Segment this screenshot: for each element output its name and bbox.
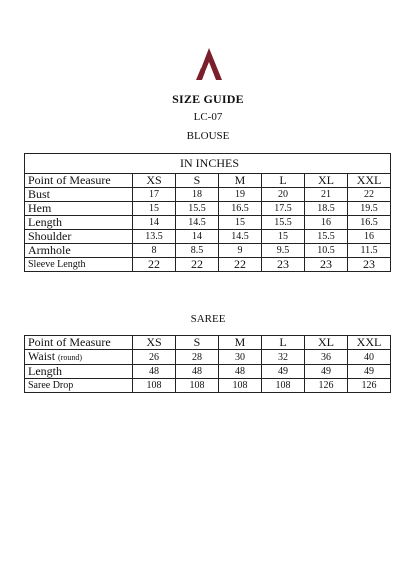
table-cell: 13.5 (133, 230, 176, 244)
blouse-header-row (25, 174, 391, 188)
row-label: Length (25, 216, 133, 230)
table-cell: 16.5 (219, 202, 262, 216)
column-header: Point of Measure (25, 174, 133, 188)
column-header: M (219, 336, 262, 350)
table-cell: 8.5 (176, 244, 219, 258)
column-header: XXL (348, 174, 391, 188)
table-cell: 49 (305, 365, 348, 379)
table-cell: 22 (219, 258, 262, 272)
table-cell: 20 (262, 188, 305, 202)
column-header: S (176, 336, 219, 350)
table-cell: 19.5 (348, 202, 391, 216)
table-cell: 108 (219, 379, 262, 393)
column-header: L (262, 174, 305, 188)
table-cell: 15.5 (176, 202, 219, 216)
table-cell: 10.5 (305, 244, 348, 258)
table-cell: 16.5 (348, 216, 391, 230)
column-header: XL (305, 174, 348, 188)
column-header: XS (133, 174, 176, 188)
row-label: Length (25, 365, 133, 379)
table-cell: 15 (262, 230, 305, 244)
table-cell: 14.5 (219, 230, 262, 244)
table-cell: 18.5 (305, 202, 348, 216)
table-cell: 48 (176, 365, 219, 379)
table-row (25, 244, 391, 258)
row-label: Bust (25, 188, 133, 202)
table-cell: 16 (305, 216, 348, 230)
table-cell: 17 (133, 188, 176, 202)
table-cell: 108 (133, 379, 176, 393)
table-row (25, 230, 391, 244)
row-label (25, 350, 133, 365)
saree-size-table (24, 335, 391, 393)
row-label-note: (round) (58, 353, 83, 362)
table-cell: 11.5 (348, 244, 391, 258)
table-cell: 108 (176, 379, 219, 393)
table-row (25, 216, 391, 230)
product-code: LC-07 (193, 111, 223, 123)
table-cell: 30 (219, 350, 262, 365)
table-cell: 9 (219, 244, 262, 258)
table-cell: 15 (133, 202, 176, 216)
table-cell: 36 (305, 350, 348, 365)
units-banner: IN INCHES (25, 154, 391, 174)
table-cell: 9.5 (262, 244, 305, 258)
page-title: SIZE GUIDE (172, 92, 244, 106)
table-cell: 48 (219, 365, 262, 379)
column-header: M (219, 174, 262, 188)
table-cell: 40 (348, 350, 391, 365)
table-cell: 15 (219, 216, 262, 230)
saree-section-label: SAREE (190, 313, 226, 325)
table-cell: 18 (176, 188, 219, 202)
table-cell: 14 (176, 230, 219, 244)
column-header: L (262, 336, 305, 350)
table-row (25, 258, 391, 272)
table-cell: 49 (262, 365, 305, 379)
table-cell: 49 (348, 365, 391, 379)
table-cell: 21 (305, 188, 348, 202)
table-cell: 15.5 (305, 230, 348, 244)
table-row (25, 202, 391, 216)
row-label: Sleeve Length (25, 258, 133, 272)
column-header: Point of Measure (25, 336, 133, 350)
table-cell: 126 (348, 379, 391, 393)
table-cell: 23 (305, 258, 348, 272)
row-label: Armhole (25, 244, 133, 258)
table-cell: 108 (262, 379, 305, 393)
table-cell: 14 (133, 216, 176, 230)
saree-header-row (25, 336, 391, 350)
table-cell: 32 (262, 350, 305, 365)
table-row (25, 379, 391, 393)
table-cell: 22 (176, 258, 219, 272)
table-row (25, 350, 391, 365)
row-label-text: Waist (28, 349, 56, 363)
table-cell: 22 (133, 258, 176, 272)
table-cell: 17.5 (262, 202, 305, 216)
table-cell: 8 (133, 244, 176, 258)
table-cell: 26 (133, 350, 176, 365)
blouse-units-row (25, 154, 391, 174)
table-cell: 22 (348, 188, 391, 202)
table-row (25, 188, 391, 202)
table-cell: 28 (176, 350, 219, 365)
blouse-size-table (24, 153, 391, 272)
table-cell: 19 (219, 188, 262, 202)
table-cell: 126 (305, 379, 348, 393)
table-cell: 23 (348, 258, 391, 272)
row-label: Saree Drop (25, 379, 133, 393)
table-cell: 48 (133, 365, 176, 379)
triangle-a-logo-icon (196, 48, 222, 80)
column-header: XL (305, 336, 348, 350)
table-row (25, 365, 391, 379)
table-cell: 14.5 (176, 216, 219, 230)
column-header: XXL (348, 336, 391, 350)
column-header: XS (133, 336, 176, 350)
row-label: Hem (25, 202, 133, 216)
table-cell: 16 (348, 230, 391, 244)
row-label: Shoulder (25, 230, 133, 244)
blouse-section-label: BLOUSE (186, 130, 230, 142)
column-header: S (176, 174, 219, 188)
table-cell: 15.5 (262, 216, 305, 230)
table-cell: 23 (262, 258, 305, 272)
